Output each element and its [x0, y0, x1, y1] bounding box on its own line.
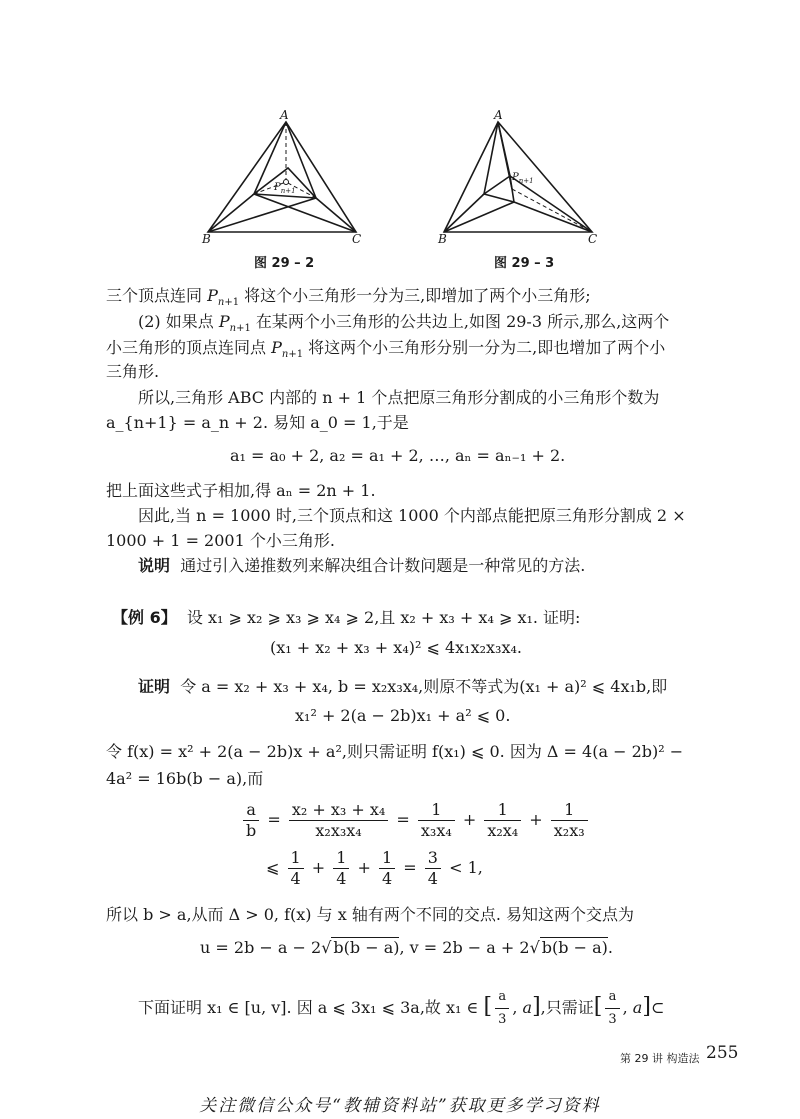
proof-line-4: 所以 b > a,从而 Δ > 0, f(x) 与 x 轴有两个不同的交点. 易知这两个交点为: [106, 905, 634, 924]
para-line-3: 小三角形的顶点连同点 $P_{n+1}$ 将这两个小三角形分别一分为二,即也增加了两个小: [106, 338, 666, 361]
one-2: 1: [484, 800, 521, 821]
fig1-p: P: [274, 182, 281, 193]
frac-den: x₂x₃x₄: [315, 821, 362, 840]
proof-text-5b: ,只需证: [540, 998, 594, 1017]
b1-a: a: [522, 998, 533, 1017]
q2-n: 1: [333, 848, 349, 869]
l1a: 三个顶点连同: [106, 286, 208, 305]
page-number: 255: [706, 1043, 739, 1063]
q4-d: 4: [427, 869, 438, 888]
proof-line-3: 4a² = 16b(b − a),而: [106, 769, 264, 788]
para-line-4: 三角形.: [106, 362, 160, 381]
fraction-eq-2: ⩽ $\frac{1}{4}$ + $\frac{1}{4}$ + $\frac{1}{4}$ = $\frac{3}{4}$ < 1,: [266, 848, 483, 888]
l2b: 在某两个小三角形的公共边上,如图 29-3 所示,那么,这两个: [250, 312, 670, 331]
para-line-2: (2) 如果点 $P_{n+1}$ 在某两个小三角形的公共边上,如图 29-3 所示,那么,这两个: [138, 312, 670, 335]
roots-u: u = 2b − a − 2: [200, 938, 322, 957]
fig1-label-a: A: [280, 108, 289, 122]
q1-d: 4: [290, 869, 301, 888]
proof-eq-1: x₁² + 2(a − 2b)x₁ + a² ⩽ 0.: [295, 706, 511, 725]
l3a: 小三角形的顶点连同点: [106, 338, 272, 357]
l1b: 将这个小三角形一分为三,即增加了两个小三角形;: [239, 286, 591, 305]
one-3: 1: [551, 800, 588, 821]
remark-text: 通过引入递推数列来解决组合计数问题是一种常见的方法.: [180, 556, 586, 575]
proof-line-1: [138, 676, 667, 698]
caption-29-3: 图 29 – 3: [494, 256, 555, 271]
b2-a: a: [632, 998, 643, 1017]
d1: x₃x₄: [420, 821, 452, 840]
b2-n: a: [605, 986, 619, 1009]
fig1-p-sub: n+1: [280, 187, 296, 195]
chapter-title: 第 29 讲 构造法: [620, 1052, 700, 1065]
q3-d: 4: [382, 869, 393, 888]
d3: x₂x₃: [553, 821, 585, 840]
fig2-p-sub: n+1: [518, 177, 534, 185]
rad-2: b(b − a): [541, 938, 608, 957]
para-line-1: 三个顶点连同 $P_{n+1}$ 将这个小三角形一分为三,即增加了两个小三角形;: [106, 286, 591, 309]
para-line-8: 把上面这些式子相加,得 aₙ = 2n + 1.: [106, 481, 376, 500]
para-line-9: 因此,当 n = 1000 时,三个顶点和这 1000 个内部点能把原三角形分割成 2 ×: [138, 506, 686, 525]
fig2-p: P: [512, 172, 519, 183]
proof-text-1: 令 a = x₂ + x₃ + x₄, b = x₂x₃x₄,则原不等式为(x₁ + a)² ⩽ 4x₁b,即: [180, 677, 668, 696]
b1-n: a: [495, 986, 509, 1009]
fraction-eq-1: $\frac{a}{b}$ = $\frac{\text{x₂ + x₃ + x₄}}{\text{x₂x₃x₄}}$ = $\frac{1}{\text{x₃x₄}}$ + $\frac{1}{\text{x₂x₄}}$ + $\frac{1}{\text{x₂x₃}}$: [240, 800, 591, 841]
fig2-label-b: B: [438, 232, 447, 246]
example-6-line: [112, 607, 580, 629]
q3-n: 1: [379, 848, 395, 869]
q2-d: 4: [336, 869, 347, 888]
b1-d: 3: [498, 1012, 507, 1027]
remark-line: [138, 555, 585, 577]
example-6-text: 设 x₁ ⩾ x₂ ⩾ x₃ ⩾ x₄ ⩾ 2,且 x₂ + x₃ + x₄ ⩾ x₁. 证明:: [186, 608, 581, 627]
frac-num: x₂ + x₃ + x₄: [289, 800, 388, 821]
fig1-label-b: B: [202, 232, 211, 246]
rad-1: b(b − a): [333, 938, 400, 957]
fig2-label-c: C: [588, 232, 598, 246]
q4-n: 3: [425, 848, 441, 869]
l2a: (2) 如果点: [138, 312, 219, 331]
fig1-label-p: [274, 182, 296, 195]
roots-mid: , v = 2b − a + 2: [399, 938, 530, 957]
q1-n: 1: [288, 848, 304, 869]
fig2-label-a: A: [494, 108, 503, 122]
proof-text-5: 下面证明 x₁ ∈ [u, v]. 因 a ⩽ 3x₁ ⩽ 3a,故 x₁ ∈: [138, 998, 479, 1017]
one-1: 1: [418, 800, 455, 821]
para-line-6: a_{n+1} = a_n + 2. 易知 a_0 = 1,于是: [106, 413, 409, 432]
watermark: 关注微信公众号“教辅资料站”获取更多学习资料: [199, 1096, 601, 1116]
remark-label: 说明: [138, 556, 171, 575]
fig1-label-c: C: [352, 232, 362, 246]
b2-d: 3: [608, 1012, 617, 1027]
recurrence-eq: a₁ = a₀ + 2, a₂ = a₁ + 2, …, aₙ = aₙ₋₁ + 2.: [230, 446, 566, 465]
example-6-label: 【例 6】: [112, 608, 177, 627]
fig2-label-p: [512, 172, 534, 185]
frac-a: a: [243, 800, 259, 821]
figure-29-2: [196, 108, 372, 248]
l3b: 将这两个小三角形分别一分为二,即也增加了两个小: [303, 338, 666, 357]
para-line-10: 1000 + 1 = 2001 个小三角形.: [106, 531, 335, 550]
example-6-eq: (x₁ + x₂ + x₃ + x₄)² ⩽ 4x₁x₂x₃x₄.: [270, 638, 522, 657]
proof-line-5: 下面证明 x₁ ∈ [u, v]. 因 a ⩽ 3x₁ ⩽ 3a,故 x₁ ∈ [ $\frac{a}{3}$ , a],只需证[ $\frac{a}{3}$ , a]⊂: [138, 986, 664, 1031]
frac-b: b: [246, 821, 257, 840]
le-tail: < 1,: [449, 858, 483, 877]
roots-eq: u = 2b − a − 2√ b(b − a), v = 2b − a + 2√ b(b − a).: [200, 938, 613, 957]
proof-line-2: 令 f(x) = x² + 2(a − 2b)x + a²,则只需证明 f(x₁) ⩽ 0. 因为 Δ = 4(a − 2b)² −: [106, 742, 684, 761]
proof-label: 证明: [138, 677, 171, 696]
caption-29-2: 图 29 – 2: [254, 256, 315, 271]
d2: x₂x₄: [487, 821, 519, 840]
para-line-5: 所以,三角形 ABC 内部的 n + 1 个点把原三角形分割成的小三角形个数为: [138, 388, 660, 407]
